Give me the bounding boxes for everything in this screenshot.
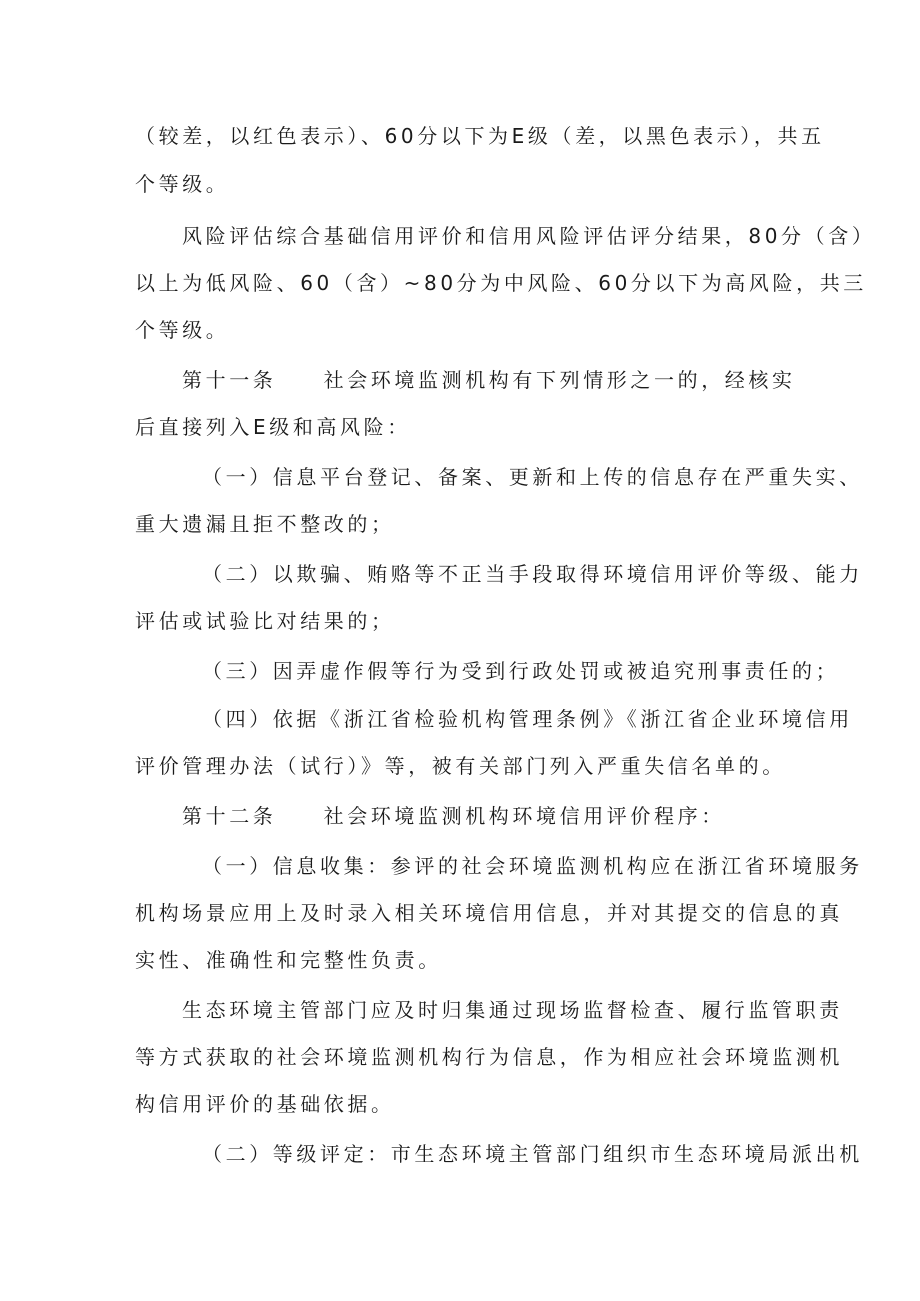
text-line: 个等级。 <box>135 318 230 342</box>
list-item: （一）信息收集：参评的社会环境监测机构应在浙江省环境服务 <box>202 854 863 878</box>
list-item: （三）因弄虚作假等行为受到行政处罚或被追究刑事责任的； <box>202 659 840 683</box>
text-line: 风险评估综合基础信用评价和信用风险评估评分结果，80分（含） <box>182 224 876 248</box>
list-item: （一）信息平台登记、备案、更新和上传的信息存在严重失实、 <box>202 465 863 489</box>
text-line: 机构场景应用上及时录入相关环境信用信息，并对其提交的信息的真 <box>135 901 843 925</box>
text-line: 生态环境主管部门应及时归集通过现场监督检查、履行监管职责 <box>182 998 843 1022</box>
text-line: 评估或试验比对结果的； <box>135 609 395 633</box>
text-line: 个等级。 <box>135 172 230 196</box>
list-item: （二）等级评定：市生态环境主管部门组织市生态环境局派出机 <box>202 1142 863 1166</box>
text-line: 等方式获取的社会环境监测机构行为信息，作为相应社会环境监测机 <box>135 1045 843 1069</box>
text-line: 评价管理办法（试行）》等，被有关部门列入严重失信名单的。 <box>135 754 786 778</box>
list-item: （四）依据《浙江省检验机构管理条例》《浙江省企业环境信用 <box>202 707 853 731</box>
text-line: 构信用评价的基础依据。 <box>135 1092 395 1116</box>
text-line: 后直接列入E级和高风险： <box>135 415 411 439</box>
text-line: 实性、准确性和完整性负责。 <box>135 948 442 972</box>
text-line: 重大遗漏且拒不整改的； <box>135 512 395 536</box>
article-12-heading: 第十二条 社会环境监测机构环境信用评价程序： <box>182 804 725 828</box>
text-line: 以上为低风险、60（含）~80分为中风险、60分以下为高风险，共三 <box>135 271 867 295</box>
text-line: （较差，以红色表示）、60分以下为E级（差，以黑色表示），共五 <box>135 124 825 148</box>
list-item: （二）以欺骗、贿赂等不正当手段取得环境信用评价等级、能力 <box>202 562 863 586</box>
article-11-heading: 第十一条 社会环境监测机构有下列情形之一的，经核实 <box>182 368 796 392</box>
